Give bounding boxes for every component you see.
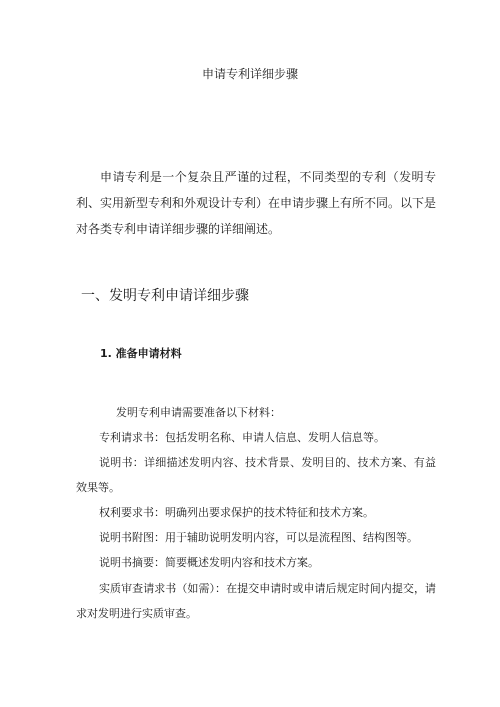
list-item: 说明书：详细描述发明内容、技术背景、发明目的、技术方案、有益效果等。 bbox=[76, 456, 436, 494]
subsection-heading-prepare-materials: 1. 准备申请材料 bbox=[100, 347, 182, 360]
intro-paragraph: 申请专利是一个复杂且严谨的过程，不同类型的专利（发明专利、实用新型专利和外观设计专利）在申请步骤上有所不同。以下是对各类专利申请详细步骤的详细阐述。 bbox=[76, 170, 437, 236]
list-item: 权利要求书：明确列出要求保护的技术特征和技术方案。 bbox=[99, 506, 374, 519]
list-item: 专利请求书：包括发明名称、申请人信息、发明人信息等。 bbox=[99, 431, 385, 444]
list-item: 说明书附图：用于辅助说明发明内容，可以是流程图、结构图等。 bbox=[99, 531, 418, 544]
document-title: 申请专利详细步骤 bbox=[201, 67, 298, 81]
section-heading-invention: 一、发明专利申请详细步骤 bbox=[81, 288, 249, 304]
list-item: 说明书摘要：简要概述发明内容和技术方案。 bbox=[99, 556, 319, 569]
materials-lead: 发明专利申请需要准备以下材料： bbox=[116, 406, 281, 419]
list-item: 实质审查请求书（如需）：在提交申请时或申请后规定时间内提交，请求对发明进行实质审查。 bbox=[76, 582, 436, 620]
